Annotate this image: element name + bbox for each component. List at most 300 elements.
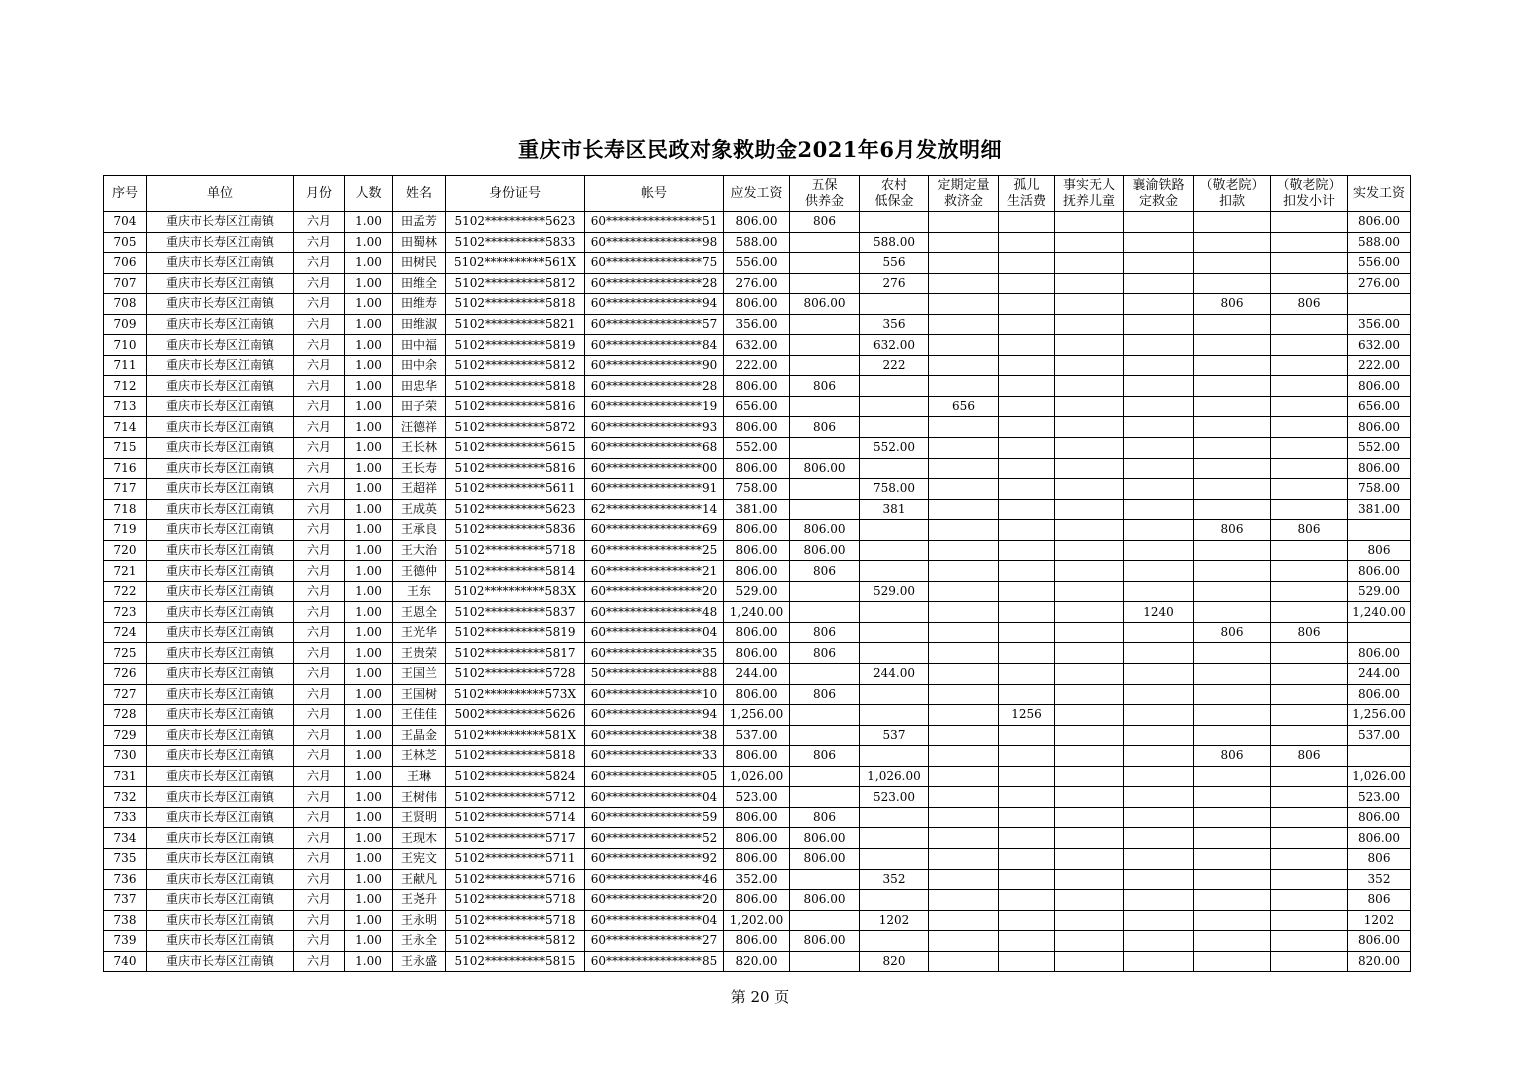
table-cell xyxy=(790,787,860,808)
table-cell xyxy=(929,212,999,233)
table-cell: 806.00 xyxy=(790,890,860,911)
table-cell: 222.00 xyxy=(1348,355,1411,376)
table-cell xyxy=(929,910,999,931)
table-cell: 60****************98 xyxy=(585,232,724,253)
column-header: 孤儿 生活费 xyxy=(999,176,1055,212)
table-cell xyxy=(1194,561,1271,582)
table-cell: 806.00 xyxy=(790,294,860,315)
table-cell: 六月 xyxy=(294,212,345,233)
table-cell xyxy=(999,828,1055,849)
table-cell: 806.00 xyxy=(790,931,860,952)
table-cell: 5102**********5833 xyxy=(446,232,585,253)
table-cell: 5102**********581X xyxy=(446,725,585,746)
table-cell: 六月 xyxy=(294,438,345,459)
table-row xyxy=(104,376,1411,397)
table-cell xyxy=(860,807,929,828)
table-cell xyxy=(1271,848,1348,869)
table-cell xyxy=(1271,355,1348,376)
table-cell: 731 xyxy=(104,766,147,787)
table-cell: 重庆市长寿区江南镇 xyxy=(147,807,294,828)
table-cell xyxy=(1271,684,1348,705)
table-cell xyxy=(1055,951,1124,972)
table-cell: 1,026.00 xyxy=(1348,766,1411,787)
table-cell: 5102**********561X xyxy=(446,253,585,274)
table-cell xyxy=(1124,766,1194,787)
table-cell: 5102**********5818 xyxy=(446,294,585,315)
table-cell xyxy=(1194,931,1271,952)
table-cell: 721 xyxy=(104,561,147,582)
table-cell xyxy=(1055,396,1124,417)
table-cell: 60****************38 xyxy=(585,725,724,746)
table-cell: 356 xyxy=(860,314,929,335)
table-cell: 806.00 xyxy=(724,622,790,643)
table-cell: 60****************59 xyxy=(585,807,724,828)
table-cell: 60****************57 xyxy=(585,314,724,335)
table-cell xyxy=(999,561,1055,582)
table-cell: 田树民 xyxy=(393,253,446,274)
table-cell: 724 xyxy=(104,622,147,643)
table-cell xyxy=(1055,253,1124,274)
table-cell: 王承良 xyxy=(393,520,446,541)
table-cell xyxy=(1271,869,1348,890)
table-cell xyxy=(1194,458,1271,479)
table-cell xyxy=(1124,294,1194,315)
table-cell: 60****************35 xyxy=(585,643,724,664)
table-cell xyxy=(999,581,1055,602)
table-row xyxy=(104,890,1411,911)
table-cell: 5102**********5818 xyxy=(446,376,585,397)
table-cell: 222.00 xyxy=(724,355,790,376)
table-cell: 806 xyxy=(1271,520,1348,541)
table-cell: 重庆市长寿区江南镇 xyxy=(147,294,294,315)
table-cell xyxy=(1194,602,1271,623)
table-cell xyxy=(790,766,860,787)
table-cell: 王成英 xyxy=(393,499,446,520)
table-cell: 六月 xyxy=(294,294,345,315)
table-row xyxy=(104,581,1411,602)
table-cell xyxy=(1124,848,1194,869)
table-cell: 5102**********5816 xyxy=(446,458,585,479)
table-cell xyxy=(1124,890,1194,911)
table-cell: 六月 xyxy=(294,314,345,335)
table-cell xyxy=(1194,684,1271,705)
table-cell xyxy=(1271,232,1348,253)
table-cell xyxy=(929,273,999,294)
table-cell xyxy=(1348,746,1411,767)
table-cell xyxy=(790,438,860,459)
table-row xyxy=(104,807,1411,828)
table-cell xyxy=(790,910,860,931)
table-cell: 806 xyxy=(1271,746,1348,767)
table-cell: 5102**********5717 xyxy=(446,828,585,849)
table-cell: 六月 xyxy=(294,458,345,479)
table-cell: 806 xyxy=(1194,520,1271,541)
table-cell xyxy=(1124,458,1194,479)
table-cell: 六月 xyxy=(294,848,345,869)
table-cell xyxy=(999,910,1055,931)
table-cell: 806.00 xyxy=(1348,807,1411,828)
table-cell xyxy=(1271,499,1348,520)
table-cell xyxy=(999,294,1055,315)
table-cell xyxy=(1271,335,1348,356)
table-cell xyxy=(999,479,1055,500)
table-cell xyxy=(999,396,1055,417)
table-cell: 1.00 xyxy=(345,355,393,376)
column-header: 序号 xyxy=(104,176,147,212)
table-cell: 276 xyxy=(860,273,929,294)
table-cell: 806.00 xyxy=(724,684,790,705)
table-cell: 60****************51 xyxy=(585,212,724,233)
table-cell: 537 xyxy=(860,725,929,746)
table-cell xyxy=(1194,314,1271,335)
table-cell: 723 xyxy=(104,602,147,623)
table-cell: 806 xyxy=(790,746,860,767)
table-cell: 708 xyxy=(104,294,147,315)
column-header: 事实无人 抚养儿童 xyxy=(1055,176,1124,212)
table-cell: 1.00 xyxy=(345,931,393,952)
table-row xyxy=(104,355,1411,376)
table-cell: 重庆市长寿区江南镇 xyxy=(147,910,294,931)
table-cell: 806 xyxy=(1348,890,1411,911)
table-cell: 1.00 xyxy=(345,314,393,335)
table-cell: 806.00 xyxy=(790,458,860,479)
table-cell: 王长寿 xyxy=(393,458,446,479)
table-cell: 重庆市长寿区江南镇 xyxy=(147,417,294,438)
table-cell: 六月 xyxy=(294,766,345,787)
table-cell xyxy=(999,684,1055,705)
table-cell: 806.00 xyxy=(724,212,790,233)
table-cell xyxy=(929,684,999,705)
table-cell xyxy=(929,787,999,808)
table-cell: 六月 xyxy=(294,581,345,602)
table-cell: 60****************21 xyxy=(585,561,724,582)
table-cell: 632.00 xyxy=(724,335,790,356)
table-cell: 806.00 xyxy=(790,828,860,849)
table-cell xyxy=(929,602,999,623)
table-cell xyxy=(1055,664,1124,685)
table-row xyxy=(104,520,1411,541)
table-cell: 重庆市长寿区江南镇 xyxy=(147,725,294,746)
table-cell: 田蜀林 xyxy=(393,232,446,253)
table-cell: 806 xyxy=(1348,848,1411,869)
table-cell xyxy=(1271,725,1348,746)
table-cell xyxy=(999,376,1055,397)
table-cell: 806 xyxy=(790,643,860,664)
table-cell xyxy=(860,848,929,869)
table-cell: 820 xyxy=(860,951,929,972)
table-cell: 1.00 xyxy=(345,746,393,767)
table-cell: 60****************20 xyxy=(585,581,724,602)
table-row xyxy=(104,294,1411,315)
table-cell xyxy=(1271,705,1348,726)
table-cell: 60****************94 xyxy=(585,705,724,726)
table-cell xyxy=(1271,417,1348,438)
table-cell: 529.00 xyxy=(1348,581,1411,602)
table-cell: 王琳 xyxy=(393,766,446,787)
table-cell xyxy=(1055,520,1124,541)
table-cell: 60****************04 xyxy=(585,910,724,931)
table-cell xyxy=(1271,828,1348,849)
table-row xyxy=(104,787,1411,808)
table-cell: 656 xyxy=(929,396,999,417)
table-cell: 重庆市长寿区江南镇 xyxy=(147,335,294,356)
table-cell: 738 xyxy=(104,910,147,931)
table-cell: 1,240.00 xyxy=(1348,602,1411,623)
table-cell: 1.00 xyxy=(345,499,393,520)
table-cell: 806.00 xyxy=(1348,376,1411,397)
table-cell: 729 xyxy=(104,725,147,746)
table-cell: 重庆市长寿区江南镇 xyxy=(147,705,294,726)
table-cell: 806.00 xyxy=(790,520,860,541)
table-cell xyxy=(1055,705,1124,726)
table-cell: 1,202.00 xyxy=(724,910,790,931)
table-cell: 60****************28 xyxy=(585,273,724,294)
table-cell xyxy=(1194,479,1271,500)
table-cell: 60****************92 xyxy=(585,848,724,869)
table-cell: 60****************28 xyxy=(585,376,724,397)
table-cell: 1.00 xyxy=(345,766,393,787)
table-cell: 736 xyxy=(104,869,147,890)
table-cell xyxy=(1194,828,1271,849)
table-cell: 1,026.00 xyxy=(724,766,790,787)
table-cell: 六月 xyxy=(294,622,345,643)
table-cell: 758.00 xyxy=(860,479,929,500)
table-cell xyxy=(1055,212,1124,233)
table-cell xyxy=(790,232,860,253)
table-cell: 711 xyxy=(104,355,147,376)
table-cell xyxy=(1271,273,1348,294)
table-cell: 725 xyxy=(104,643,147,664)
table-cell: 60****************85 xyxy=(585,951,724,972)
table-cell: 5102**********5814 xyxy=(446,561,585,582)
table-cell: 重庆市长寿区江南镇 xyxy=(147,931,294,952)
table-cell xyxy=(790,499,860,520)
table-cell xyxy=(1271,766,1348,787)
table-cell xyxy=(929,643,999,664)
table-cell: 1.00 xyxy=(345,376,393,397)
table-cell: 1.00 xyxy=(345,212,393,233)
table-cell: 733 xyxy=(104,807,147,828)
table-cell: 710 xyxy=(104,335,147,356)
table-cell xyxy=(1124,376,1194,397)
table-cell: 1202 xyxy=(860,910,929,931)
table-cell: 六月 xyxy=(294,273,345,294)
table-cell: 5102**********5816 xyxy=(446,396,585,417)
table-cell: 276.00 xyxy=(724,273,790,294)
table-cell xyxy=(1055,602,1124,623)
table-row xyxy=(104,232,1411,253)
table-cell: 重庆市长寿区江南镇 xyxy=(147,951,294,972)
table-cell xyxy=(999,848,1055,869)
table-cell xyxy=(1124,910,1194,931)
table-cell: 1.00 xyxy=(345,725,393,746)
table-cell xyxy=(1194,499,1271,520)
table-cell: 六月 xyxy=(294,746,345,767)
table-cell xyxy=(999,951,1055,972)
table-cell xyxy=(999,602,1055,623)
table-cell: 588.00 xyxy=(860,232,929,253)
table-cell: 806 xyxy=(1348,540,1411,561)
table-cell xyxy=(1124,479,1194,500)
table-cell xyxy=(929,355,999,376)
table-cell: 王宪文 xyxy=(393,848,446,869)
page-title: 重庆市长寿区民政对象救助金2021年6月发放明细 xyxy=(517,137,1003,162)
table-cell: 重庆市长寿区江南镇 xyxy=(147,355,294,376)
table-cell: 806.00 xyxy=(1348,684,1411,705)
table-cell xyxy=(1124,232,1194,253)
table-cell xyxy=(1124,417,1194,438)
table-cell: 739 xyxy=(104,931,147,952)
table-cell: 806.00 xyxy=(724,376,790,397)
table-cell xyxy=(860,458,929,479)
table-cell xyxy=(929,951,999,972)
table-cell xyxy=(1124,335,1194,356)
table-cell: 王国树 xyxy=(393,684,446,705)
table-cell xyxy=(1124,355,1194,376)
table-cell: 5102**********5812 xyxy=(446,273,585,294)
table-cell xyxy=(1055,540,1124,561)
table-cell xyxy=(1055,294,1124,315)
table-cell: 1240 xyxy=(1124,602,1194,623)
table-cell xyxy=(1055,335,1124,356)
column-header: 单位 xyxy=(147,176,294,212)
table-row xyxy=(104,828,1411,849)
table-cell: 六月 xyxy=(294,253,345,274)
table-cell: 王光华 xyxy=(393,622,446,643)
table-cell: 六月 xyxy=(294,520,345,541)
table-cell: 5102**********5718 xyxy=(446,540,585,561)
table-cell xyxy=(860,520,929,541)
table-cell: 重庆市长寿区江南镇 xyxy=(147,561,294,582)
table-cell xyxy=(790,335,860,356)
table-cell: 1.00 xyxy=(345,520,393,541)
table-cell xyxy=(1055,787,1124,808)
table-cell: 重庆市长寿区江南镇 xyxy=(147,787,294,808)
column-header: 农村 低保金 xyxy=(860,176,929,212)
table-cell xyxy=(929,746,999,767)
table-cell: 王国兰 xyxy=(393,664,446,685)
table-cell: 六月 xyxy=(294,807,345,828)
table-cell: 60****************75 xyxy=(585,253,724,274)
table-cell xyxy=(1055,273,1124,294)
table-row xyxy=(104,438,1411,459)
table-cell: 806.00 xyxy=(724,540,790,561)
table-cell xyxy=(1348,520,1411,541)
table-cell xyxy=(999,807,1055,828)
column-header: 帐号 xyxy=(585,176,724,212)
table-cell: 王永全 xyxy=(393,931,446,952)
table-cell: 60****************05 xyxy=(585,766,724,787)
table-cell xyxy=(1055,684,1124,705)
table-cell xyxy=(1194,335,1271,356)
table-cell: 5102**********5836 xyxy=(446,520,585,541)
table-cell: 60****************04 xyxy=(585,787,724,808)
table-cell xyxy=(999,458,1055,479)
table-cell: 529.00 xyxy=(724,581,790,602)
table-cell: 六月 xyxy=(294,499,345,520)
column-header: 月份 xyxy=(294,176,345,212)
table-cell: 806.00 xyxy=(1348,561,1411,582)
table-cell: 806.00 xyxy=(724,828,790,849)
table-row xyxy=(104,664,1411,685)
table-cell xyxy=(1194,396,1271,417)
table-cell xyxy=(1348,622,1411,643)
table-cell xyxy=(1271,561,1348,582)
table-cell: 1.00 xyxy=(345,622,393,643)
table-cell xyxy=(929,540,999,561)
table-cell xyxy=(1124,746,1194,767)
table-cell: 六月 xyxy=(294,602,345,623)
table-cell: 806.00 xyxy=(724,294,790,315)
table-cell: 1.00 xyxy=(345,643,393,664)
table-row xyxy=(104,848,1411,869)
table-row xyxy=(104,684,1411,705)
table-cell: 1.00 xyxy=(345,848,393,869)
table-cell: 806 xyxy=(790,622,860,643)
table-cell xyxy=(1055,314,1124,335)
table-header-row xyxy=(104,176,1411,212)
table-cell: 六月 xyxy=(294,396,345,417)
table-cell: 552.00 xyxy=(724,438,790,459)
table-cell xyxy=(929,479,999,500)
table-row xyxy=(104,602,1411,623)
table-cell xyxy=(1124,273,1194,294)
table-row xyxy=(104,314,1411,335)
table-cell: 5102**********5824 xyxy=(446,766,585,787)
table-cell xyxy=(999,643,1055,664)
table-cell: 5102**********5714 xyxy=(446,807,585,828)
table-cell xyxy=(1194,232,1271,253)
table-cell xyxy=(860,396,929,417)
table-cell xyxy=(1055,643,1124,664)
table-cell xyxy=(1271,787,1348,808)
table-cell: 5102**********5818 xyxy=(446,746,585,767)
table-cell: 737 xyxy=(104,890,147,911)
table-cell: 重庆市长寿区江南镇 xyxy=(147,212,294,233)
table-cell: 820.00 xyxy=(1348,951,1411,972)
table-cell: 王德仲 xyxy=(393,561,446,582)
table-cell: 六月 xyxy=(294,376,345,397)
table-cell: 523.00 xyxy=(860,787,929,808)
table-cell: 716 xyxy=(104,458,147,479)
table-cell: 5102**********5623 xyxy=(446,212,585,233)
table-cell: 六月 xyxy=(294,479,345,500)
table-cell: 806.00 xyxy=(724,931,790,952)
table-cell: 523.00 xyxy=(724,787,790,808)
table-cell: 1.00 xyxy=(345,869,393,890)
table-cell xyxy=(999,890,1055,911)
table-cell xyxy=(999,869,1055,890)
table-cell: 556 xyxy=(860,253,929,274)
table-cell: 730 xyxy=(104,746,147,767)
table-cell xyxy=(929,417,999,438)
table-cell: 六月 xyxy=(294,725,345,746)
table-cell: 806.00 xyxy=(724,458,790,479)
table-row xyxy=(104,910,1411,931)
table-cell: 712 xyxy=(104,376,147,397)
table-row xyxy=(104,273,1411,294)
table-cell: 5102**********5821 xyxy=(446,314,585,335)
table-cell: 706 xyxy=(104,253,147,274)
table-cell xyxy=(999,746,1055,767)
table-cell: 60****************19 xyxy=(585,396,724,417)
table-cell: 735 xyxy=(104,848,147,869)
table-row xyxy=(104,540,1411,561)
table-cell: 1,256.00 xyxy=(1348,705,1411,726)
table-cell: 806.00 xyxy=(724,520,790,541)
table-cell xyxy=(929,664,999,685)
table-cell xyxy=(1124,581,1194,602)
